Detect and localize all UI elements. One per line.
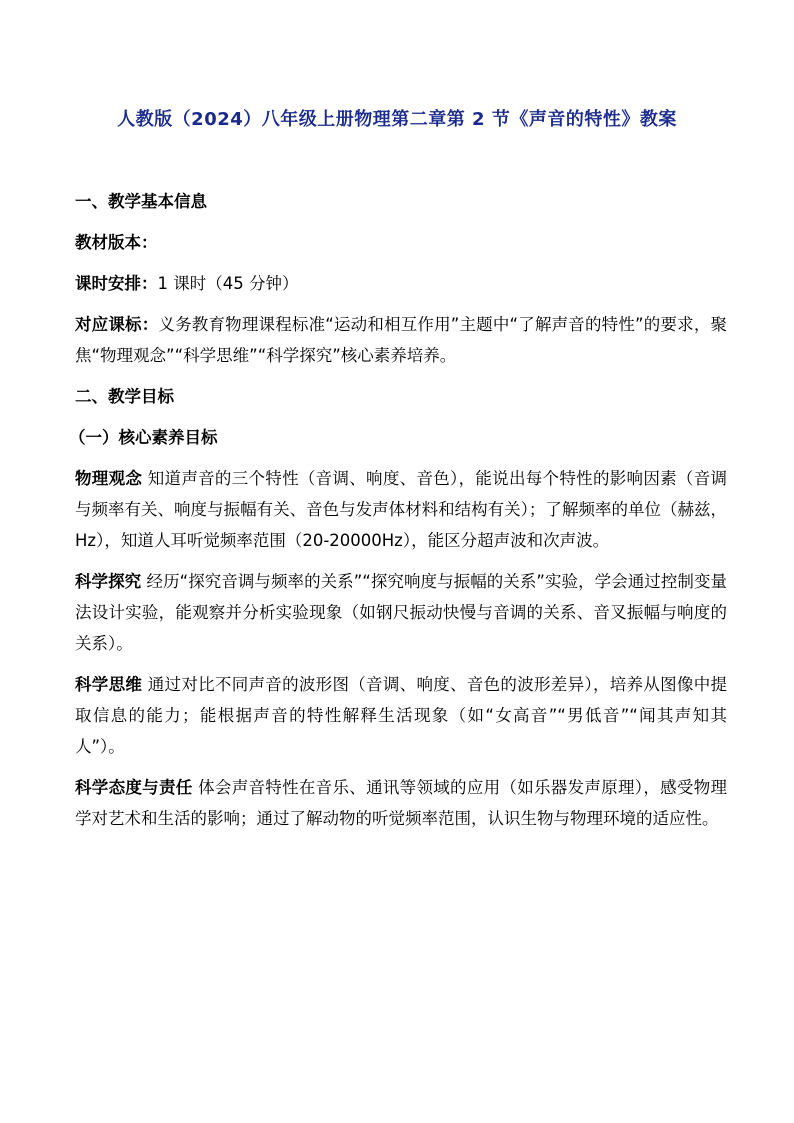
document-title: 人教版（2024）八年级上册物理第二章第 2 节《声音的特性》教案 bbox=[117, 109, 677, 130]
document-body bbox=[69, 186, 728, 844]
class-period-label: 课时安排： bbox=[75, 274, 158, 293]
goal-text: 知道声音的三个特性（音调、响度、音色），能说出每个特性的影响因素（音调与频率有关、响度与振幅有关、音色与发声体材料和结构有关）；了解频率的单位（赫兹，Hz），知道人耳听觉频率范围（20-20000Hz），能区分超声波和次声波。 bbox=[75, 469, 728, 550]
goal-physics-concept bbox=[75, 463, 727, 556]
goal-text: 体会声音特性在音乐、通讯等领域的应用（如乐器发声原理），感受物理学对艺术和生活的影响；通过了解动物的听觉频率范围，认识生物与物理环境的适应性。 bbox=[75, 778, 728, 828]
goal-label: 科学探究 bbox=[75, 572, 142, 591]
goal-scientific-thinking bbox=[75, 669, 727, 762]
section-heading-objectives: 二、教学目标 bbox=[75, 387, 174, 406]
textbook-version-label: 教材版本： bbox=[75, 233, 158, 252]
goal-text: 通过对比不同声音的波形图（音调、响度、音色的波形差异），培养从图像中提取信息的能力；能根据声音的特性解释生活现象（如“女高音”“男低音”“闻其声知其人”）。 bbox=[75, 675, 728, 756]
section-heading-basic-info: 一、教学基本信息 bbox=[75, 192, 207, 211]
goal-text: 经历“探究音调与频率的关系”“探究响度与振幅的关系”实验，学会通过控制变量法设计实验，能观察并分析实验现象（如钢尺振动快慢与音调的关系、音叉振幅与响度的关系）。 bbox=[75, 572, 728, 653]
subheading-core-literacy: （一）核心素养目标 bbox=[69, 428, 218, 447]
curriculum-standard-value: 义务教育物理课程标准“运动和相互作用”主题中“了解声音的特性”的要求，聚焦“物理观念”“科学思维”“科学探究”核心素养培养。 bbox=[75, 315, 727, 365]
goal-attitude-responsibility bbox=[75, 772, 727, 834]
goal-scientific-inquiry bbox=[75, 566, 727, 659]
class-period-value: 1 课时（45 分钟） bbox=[157, 274, 299, 293]
goal-label: 科学思维 bbox=[75, 675, 143, 694]
curriculum-standard-label: 对应课标： bbox=[75, 315, 159, 334]
curriculum-standard-row bbox=[75, 309, 727, 371]
goal-label: 科学态度与责任 bbox=[75, 778, 193, 797]
class-period-row bbox=[75, 268, 727, 299]
goal-label: 物理观念 bbox=[75, 469, 143, 488]
textbook-version-row bbox=[75, 227, 727, 258]
